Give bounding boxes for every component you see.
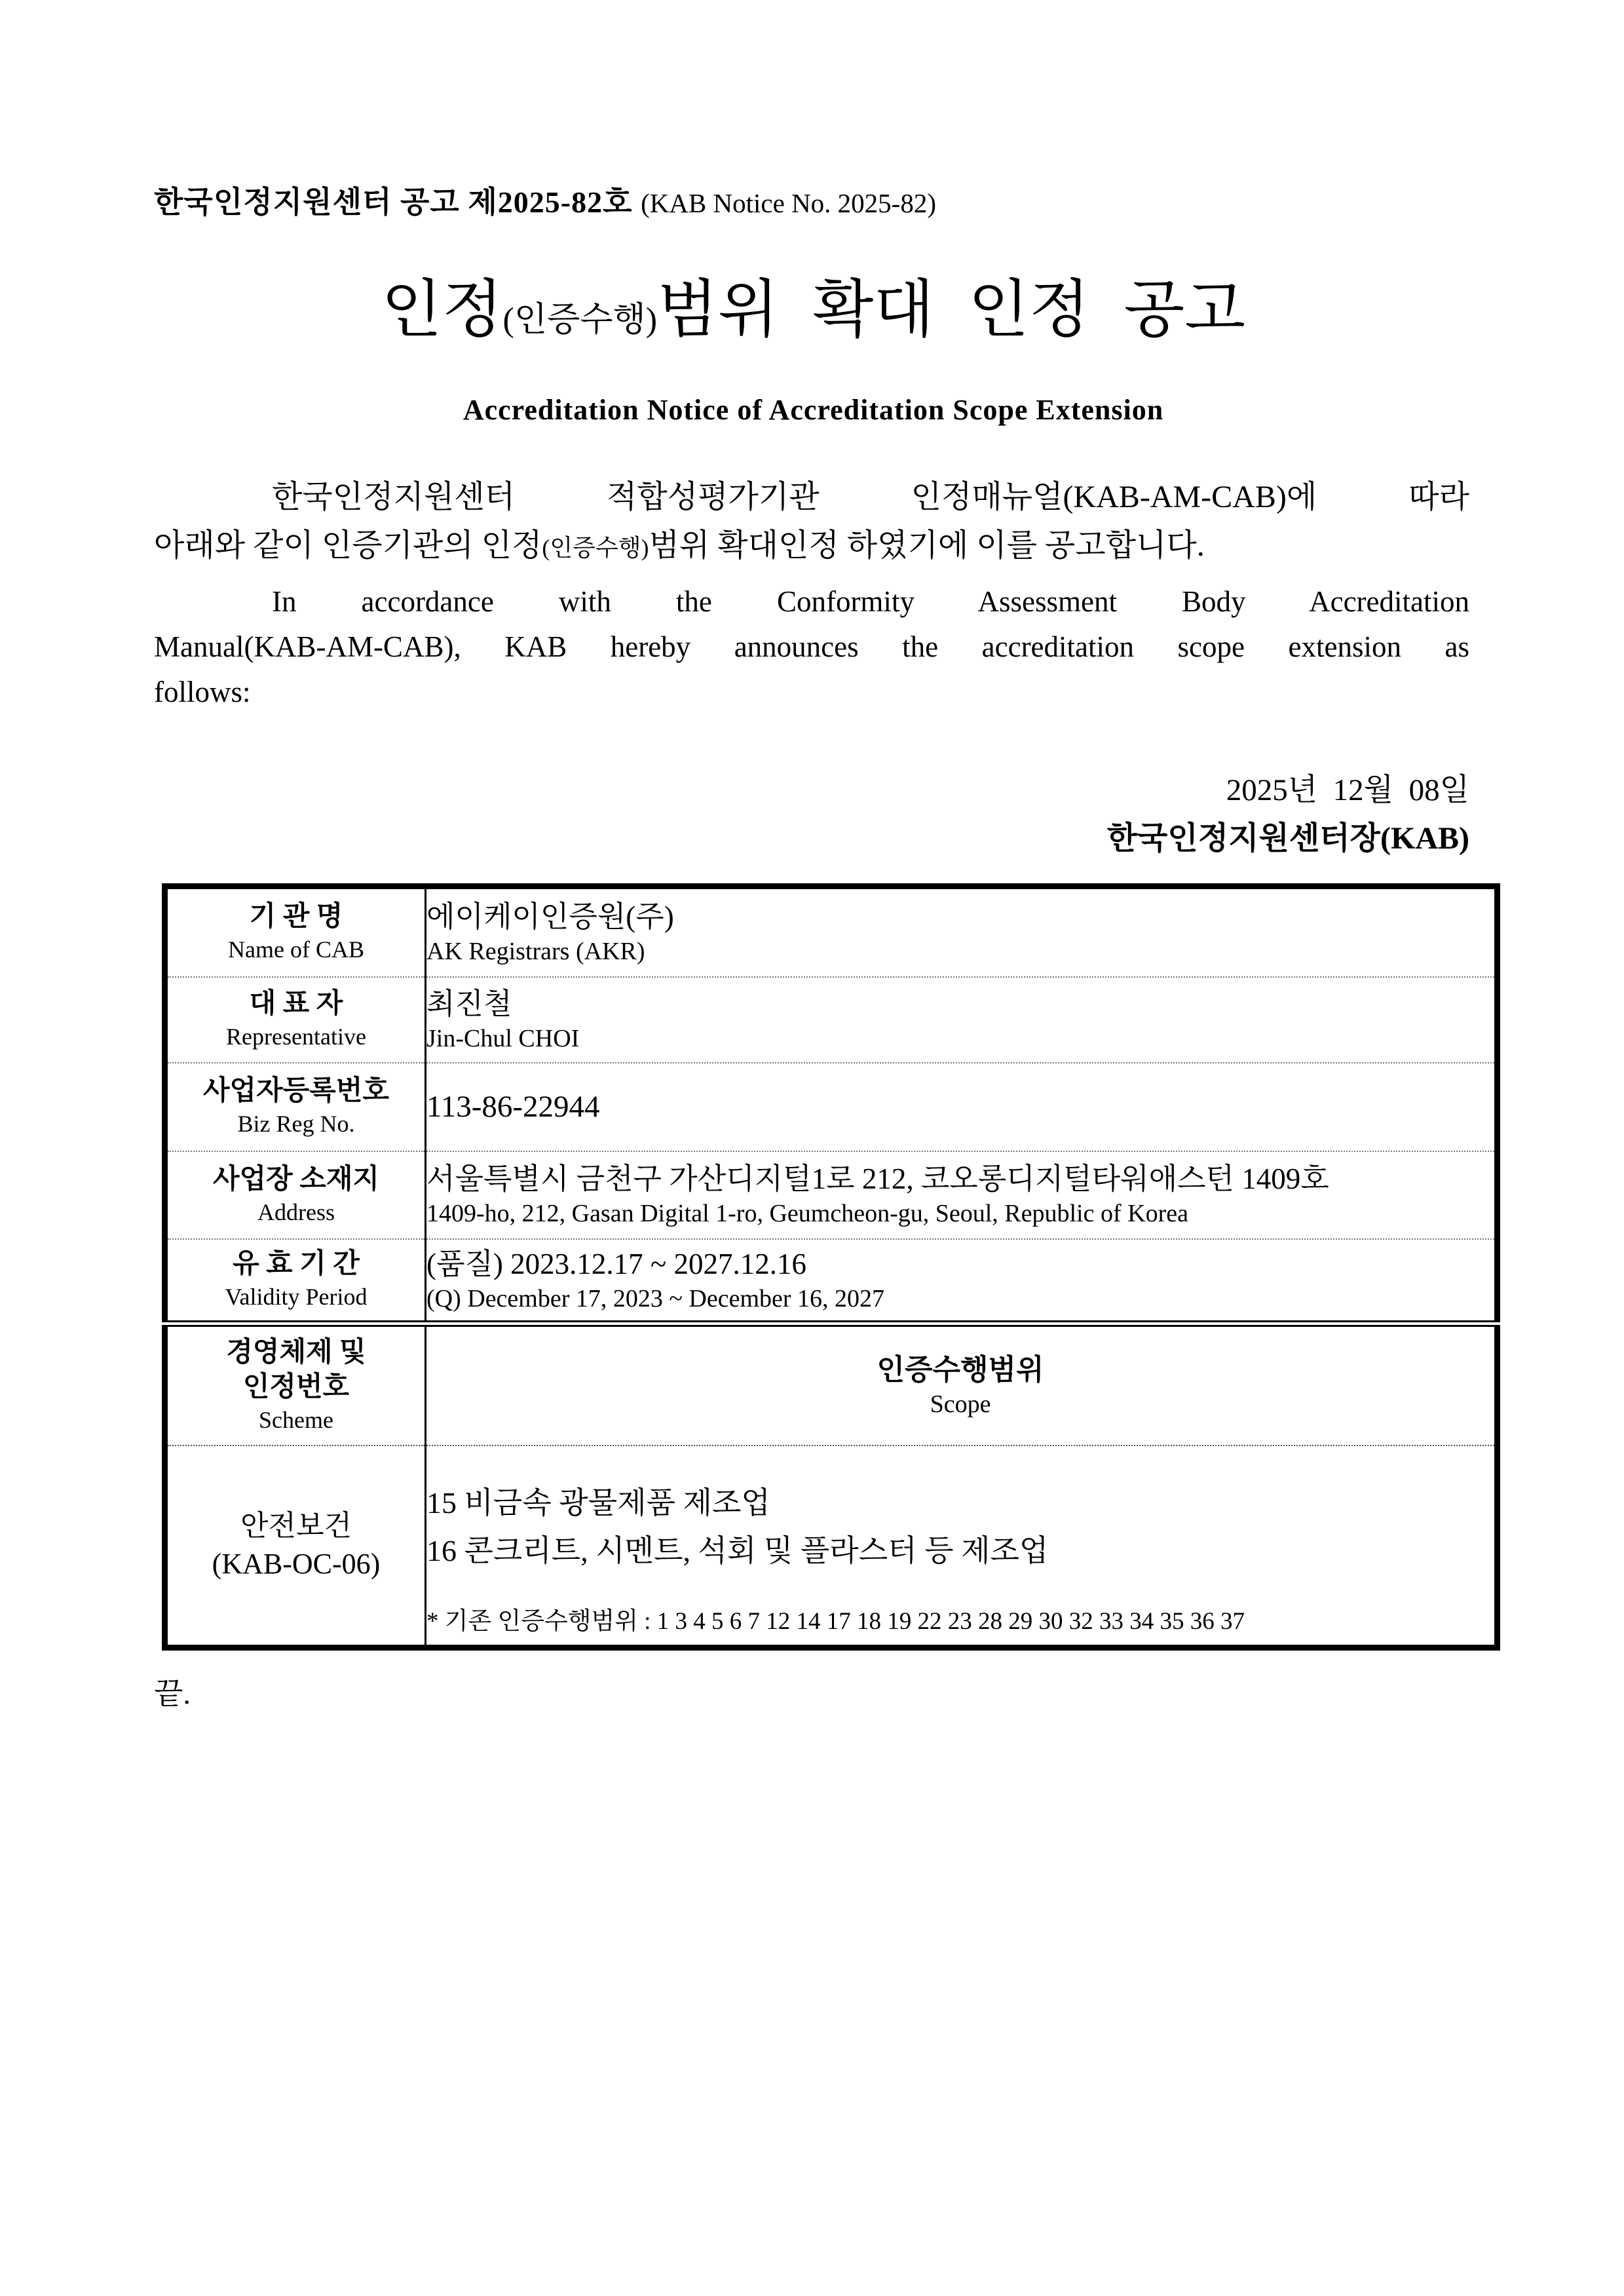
representative-value-kr: 최진철 (426, 987, 512, 1020)
scheme-label-kr-line1: 경영체제 및 (226, 1337, 366, 1368)
title-paren: (인증수행) (502, 301, 658, 339)
table-row-representative (165, 977, 1498, 1063)
page-subtitle: Accreditation Notice of Accreditation Scope Extension (463, 394, 1164, 426)
address-value-kr: 서울특별시 금천구 가산디지털1로 212, 코오롱디지털타워애스턴 1409호 (426, 1162, 1329, 1195)
representative-label-kr: 대 표 자 (249, 989, 343, 1019)
signer-line: 한국인정지원센터장(KAB) (1106, 821, 1469, 856)
body-kr-line2 (154, 528, 1205, 563)
notice-number-en: (KAB Notice No. 2025-82) (641, 188, 936, 218)
scope-line-16: 16 콘크리트, 시멘트, 석회 및 플라스터 등 제조업 (426, 1533, 1049, 1567)
body-kr-line1: 한국인정지원센터 적합성평가기관 인정매뉴얼(KAB-AM-CAB)에 따라 (272, 480, 1469, 514)
scheme-label-en: Scheme (259, 1407, 333, 1433)
notice-number-kr: 한국인정지원센터 공고 제2025-82호 (154, 185, 633, 219)
existing-scope-note: * 기존 인증수행범위 : 1 3 4 5 6 7 12 14 17 18 19 22 23 28 29 30 32 33 34 35 36 37 (426, 1607, 1245, 1635)
cab-name-label (165, 887, 426, 977)
address-label-en: Address (257, 1198, 335, 1225)
biz-reg-value (426, 1063, 1498, 1151)
end-mark: 끝. (154, 1677, 191, 1710)
scope-header-kr: 인증수행범위 (877, 1353, 1044, 1386)
table-row-scheme-header (165, 1324, 1498, 1445)
scheme-name-line1: 안전보건 (240, 1510, 352, 1542)
address-label (165, 1151, 426, 1239)
biz-reg-label-kr: 사업자등록번호 (202, 1076, 389, 1106)
address-label-kr: 사업장 소재지 (213, 1164, 379, 1195)
cab-name-label-kr: 기 관 명 (249, 902, 343, 932)
cab-info-table (162, 883, 1500, 1651)
body-en-line2: Manual(KAB-AM-CAB), KAB hereby announces the accreditation scope extension as (154, 630, 1469, 663)
validity-value-en: (Q) December 17, 2023 ~ December 16, 2027 (426, 1284, 885, 1312)
scope-header-cell (426, 1324, 1498, 1445)
validity-value-kr: (품질) 2023.12.17 ~ 2027.12.16 (426, 1247, 807, 1280)
table-row-address (165, 1151, 1498, 1239)
body-en-line3: follows: (154, 676, 251, 708)
representative-value (426, 977, 1498, 1063)
address-value-en: 1409-ho, 212, Gasan Digital 1-ro, Geumcheon-gu, Seoul, Republic of Korea (426, 1200, 1188, 1227)
body-paragraph-kr (154, 473, 1469, 572)
validity-value (426, 1239, 1498, 1324)
scheme-name-line2: (KAB-OC-06) (212, 1548, 381, 1580)
cab-name-value-en: AK Registrars (AKR) (426, 937, 645, 965)
page-title (154, 259, 1473, 349)
issue-date: 2025년 12월 08일 (1226, 773, 1469, 807)
representative-label (165, 977, 426, 1063)
biz-reg-value-number: 113-86-22944 (426, 1090, 600, 1124)
biz-reg-label (165, 1063, 426, 1151)
cab-name-value-kr: 에이케이인증원(주) (426, 900, 674, 933)
scheme-name-cell (165, 1445, 426, 1648)
scheme-header-label (165, 1324, 426, 1445)
cab-name-label-en: Name of CAB (228, 936, 364, 963)
table-row-biz-reg-no (165, 1063, 1498, 1151)
scheme-label-kr-line2: 인정번호 (242, 1372, 350, 1402)
table-row-name-of-cab (165, 887, 1498, 977)
body-kr-line2-paren: (인증수행) (542, 535, 649, 561)
scope-content-cell (426, 1445, 1498, 1648)
title-main-post: 범위 확대 인정 공고 (657, 275, 1245, 345)
biz-reg-label-en: Biz Reg No. (237, 1111, 355, 1137)
table-row-safety-health-scheme (165, 1445, 1498, 1648)
representative-label-en: Representative (226, 1024, 366, 1050)
validity-label-en: Validity Period (225, 1284, 368, 1310)
cab-name-value (426, 887, 1498, 977)
validity-label-kr: 유 효 기 간 (233, 1249, 360, 1279)
address-value (426, 1151, 1498, 1239)
notice-number (154, 178, 936, 221)
validity-label (165, 1239, 426, 1324)
title-main-pre: 인정 (381, 275, 503, 345)
body-kr-line2-a: 아래와 같이 인증기관의 인정 (154, 528, 542, 563)
scope-line-15: 15 비금속 광물제품 제조업 (426, 1485, 770, 1520)
table-row-validity-period (165, 1239, 1498, 1324)
representative-value-en: Jin-Chul CHOI (426, 1024, 580, 1052)
body-kr-line2-b: 범위 확대인정 하였기에 이를 공고합니다. (649, 528, 1205, 563)
body-en-line1: In accordance with the Conformity Assessment Body Accreditation (272, 585, 1469, 618)
scope-header-en: Scope (930, 1390, 991, 1418)
body-paragraph-en (154, 579, 1469, 715)
